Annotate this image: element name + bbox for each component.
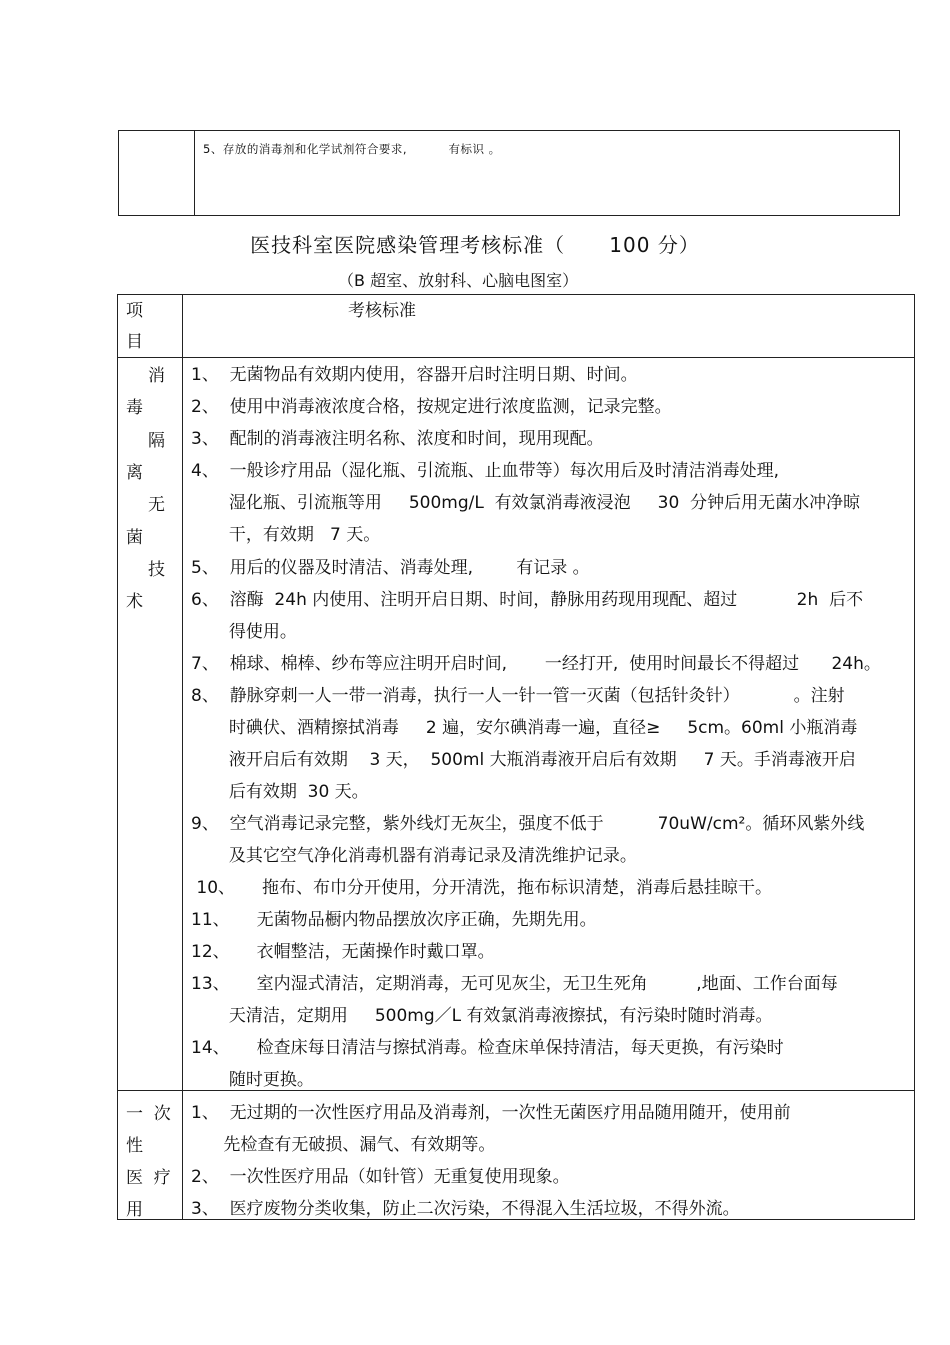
standard-line: 湿化瓶、引流瓶等用 500mg/L 有效氯消毒液浸泡 30 分钟后用无菌水冲净晾 <box>191 493 861 513</box>
standard-line: 8、 静脉穿刺一人一带一消毒，执行一人一针一管一灭菌（包括针灸针） 。注射 <box>191 686 845 706</box>
standard-line: 2、 使用中消毒液浓度合格，按规定进行浓度监测，记录完整。 <box>191 397 672 417</box>
standard-line: 随时更换。 <box>191 1070 314 1090</box>
standard-line: 9、 空气消毒记录完整，紫外线灯无灰尘，强度不低于 70uW/cm²。循环风紫外线 <box>191 814 865 834</box>
standard-line: 4、 一般诊疗用品（湿化瓶、引流瓶、止血带等）每次用后及时清洁消毒处理, <box>191 461 780 481</box>
standard-line: 1、 无过期的一次性医疗用品及消毒剂，一次性无菌医疗用品随用随开，使用前 <box>191 1103 791 1123</box>
column-divider <box>182 295 183 1219</box>
standard-line: 及其它空气净化消毒机器有消毒记录及清洗维护记录。 <box>191 846 637 866</box>
category-char: 毒 <box>126 398 143 419</box>
header-divider <box>118 357 914 358</box>
header-standard-label: 考核标准 <box>348 301 416 321</box>
category-line: 性 <box>126 1136 143 1156</box>
table-row-text: 5、存放的消毒剂和化学试剂符合要求, 有标识 。 <box>203 142 501 156</box>
standard-line: 3、 医疗废物分类收集，防止二次污染，不得混入生活垃圾，不得外流。 <box>191 1199 740 1219</box>
standard-line: 5、 用后的仪器及时清洁、消毒处理, 有记录 。 <box>191 558 590 578</box>
category-line: 一 次 <box>126 1104 171 1124</box>
previous-table-fragment <box>118 130 900 216</box>
standard-line: 13、 室内湿式清洁，定期消毒，无可见灰尘，无卫生死角 ,地面、工作台面每 <box>191 974 838 994</box>
standard-line: 12、 衣帽整洁，无菌操作时戴口罩。 <box>191 942 495 962</box>
category-line: 用 <box>126 1200 143 1220</box>
column-divider <box>194 131 195 215</box>
standard-line: 3、 配制的消毒液注明名称、浓度和时间，现用现配。 <box>191 429 604 449</box>
standard-line: 天清洁，定期用 500mg／L 有效氯消毒液擦拭，有污染时随时消毒。 <box>191 1006 773 1026</box>
standard-line: 6、 溶酶 24h 内使用、注明开启日期、时间，静脉用药现用现配、超过 2h 后不 <box>191 590 864 610</box>
standard-line: 干，有效期 7 天。 <box>191 525 381 545</box>
category-char: 隔 <box>148 430 165 451</box>
standard-line: 14、 检查床每日清洁与擦拭消毒。检查床单保持清洁，每天更换，有污染时 <box>191 1038 784 1058</box>
standard-line: 2、 一次性医疗用品（如针管）无重复使用现象。 <box>191 1167 570 1187</box>
category-char: 技 <box>148 559 165 580</box>
assessment-table <box>117 294 915 1220</box>
standard-line: 10、 拖布、布巾分开使用，分开清洗，拖布标识清楚，消毒后悬挂晾干。 <box>191 878 773 898</box>
standard-line: 7、 棉球、棉棒、纱布等应注明开启时间, 一经打开, 使用时间最长不得超过 24h。 <box>191 654 881 674</box>
document-title: 医技科室医院感染管理考核标准（ 100 分） <box>250 233 700 257</box>
category-char: 术 <box>126 592 143 613</box>
category-line: 医 疗 <box>126 1168 171 1188</box>
standard-line: 11、 无菌物品橱内物品摆放次序正确，先期先用。 <box>191 910 597 930</box>
category-char: 消 <box>148 366 165 386</box>
standard-line: 1、 无菌物品有效期内使用，容器开启时注明日期、时间。 <box>191 365 638 385</box>
header-item-label: 目 <box>126 332 143 352</box>
category-char: 无 <box>148 495 165 516</box>
document-subtitle: （B 超室、放射科、心脑电图室） <box>338 271 579 290</box>
section-divider <box>118 1090 914 1091</box>
standard-line: 后有效期 30 天。 <box>191 782 369 802</box>
category-char: 离 <box>126 462 143 483</box>
header-item-label: 项 <box>126 301 143 321</box>
standard-line: 先检查有无破损、漏气、有效期等。 <box>191 1135 496 1155</box>
standard-line: 时碘伏、酒精擦拭消毒 2 遍，安尔碘消毒一遍，直径≥ 5cm。60ml 小瓶消毒 <box>191 718 858 738</box>
standard-line: 液开启后有效期 3 天， 500ml 大瓶消毒液开启后有效期 7 天。手消毒液开启 <box>191 750 856 770</box>
category-char: 菌 <box>126 527 143 548</box>
standard-line: 得使用。 <box>191 622 297 642</box>
